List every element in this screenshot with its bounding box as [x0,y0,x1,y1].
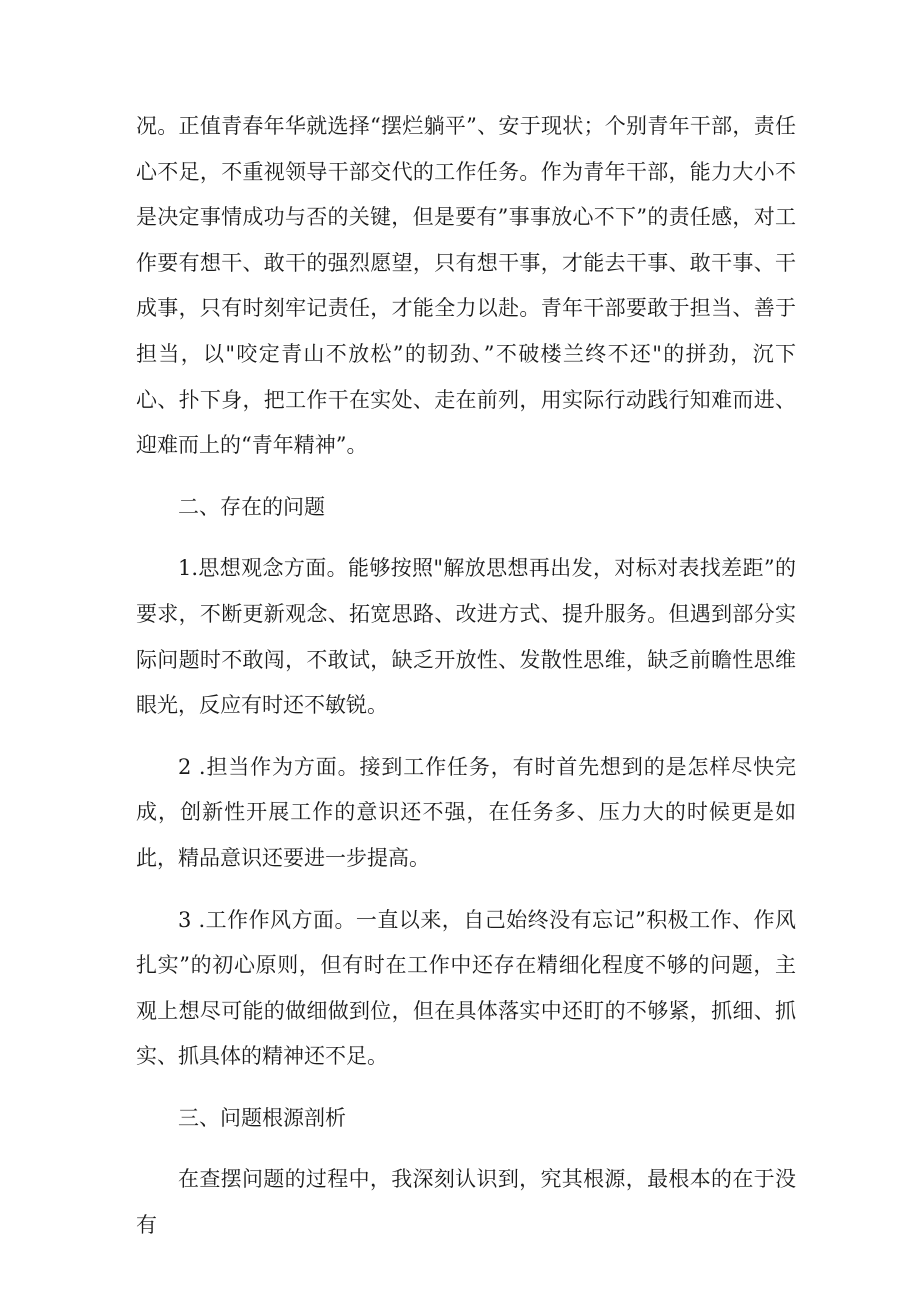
paragraph-problem-2: 2 .担当作为方面。接到工作任务，有时首先想到的是怎样尽快完成，创新性开展工作的意识还不强，在任务多、压力大的时候更是如此，精品意识还要进一步提高。 [136,754,796,870]
paragraph-root-cause: 在查摆问题的过程中，我深刻认识到，究其根源，最根本的在于没有 [136,1167,796,1238]
paragraph-continued: 况。正值青春年华就选择“摆烂躺平”、安于现状；个别青年干部，责任心不足，不重视领导干部交代的工作任务。作为青年干部，能力大小不是决定事情成功与否的关键，但是要有”事事放心不下”的责任感，对工作要有想干、敢干的强烈愿望，只有想干事，才能去干事、敢干事、干成事，只有时刻牢记责任，才能全力以赴。青年干部要敢于担当、善于担当，以"咬定青山不放松”的韧劲、”不破楼兰终不还"的拼劲，沉下心、扑下身，把工作干在实处、走在前列，用实际行动践行知难而进、迎难而上的“青年精神”。 [136,114,796,458]
section-heading-problems: 二、存在的问题 [178,494,325,519]
document-body [136,104,796,1265]
paragraph-problem-3: 3 .工作作风方面。一直以来，自己始终没有忘记”积极工作、作风扎实”的初心原则，但有时在工作中还存在精细化程度不够的问题，主观上想尽可能的做细做到位，但在具体落实中还盯的不够紧，抓细、抓实、抓具体的精神还不足。 [136,907,796,1069]
paragraph-problem-1: 1.思想观念方面。能够按照"解放思想再出发，对标对表找差距”的要求，不断更新观念、拓宽思路、改进方式、提升服务。但遇到部分实际问题时不敢闯，不敢试，缺乏开放性、发散性思维，缺乏前瞻性思维眼光，反应有时还不敏锐。 [136,556,796,718]
section-heading-root-cause: 三、问题根源剖析 [178,1105,346,1130]
